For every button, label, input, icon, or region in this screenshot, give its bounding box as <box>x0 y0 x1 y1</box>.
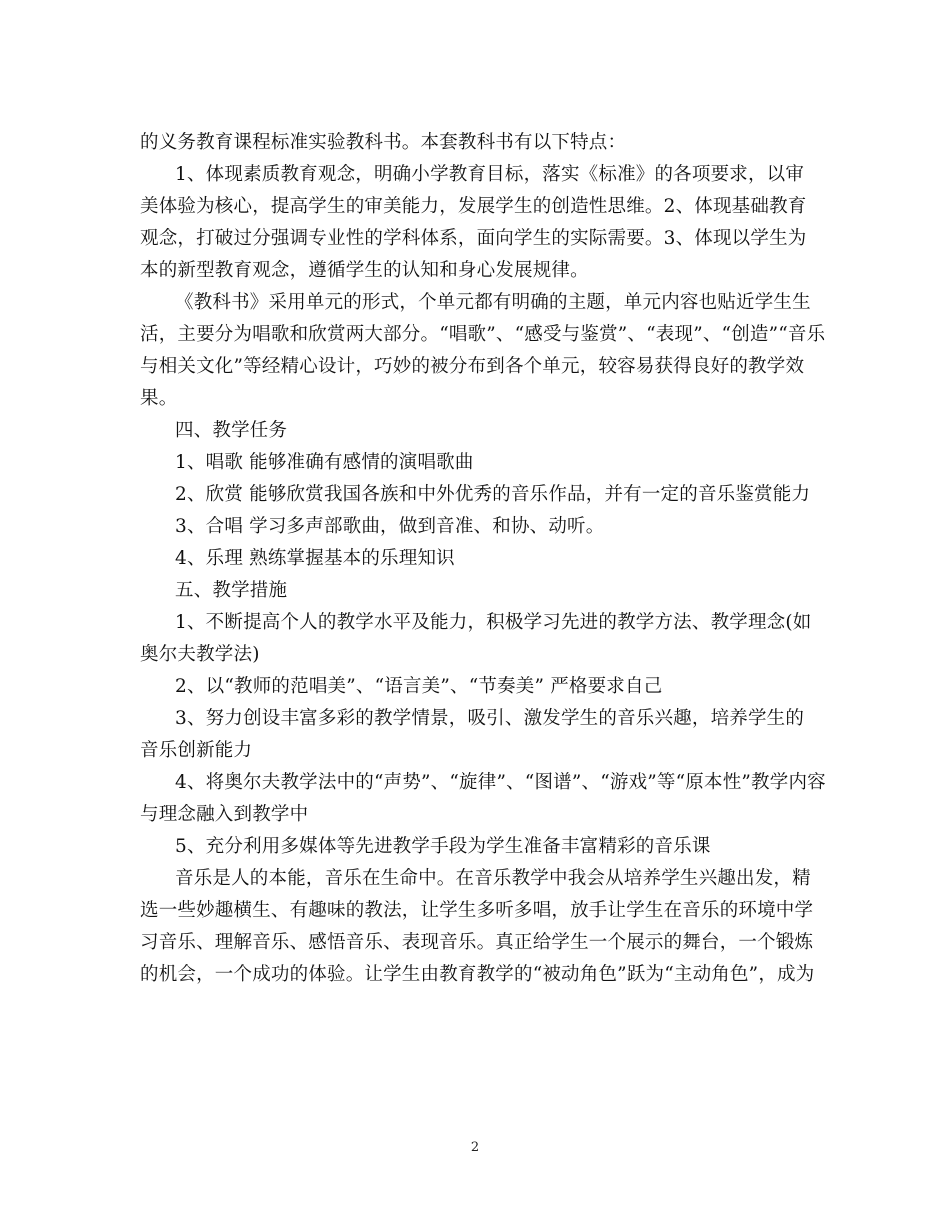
text-line: 1、唱歌 能够准确有感情的演唱歌曲 <box>175 452 474 473</box>
text-line: 的义务教育课程标准实验教科书。本套教科书有以下特点： <box>140 132 627 153</box>
text-line: 的机会，一个成功的体验。让学生由教育教学的“被动角色”跃为“主动角色”，成为 <box>140 964 815 985</box>
text-line: 2、以“教师的范唱美”、“语言美”、“节奏美” 严格要求自己 <box>175 676 663 697</box>
text-line: 音乐创新能力 <box>140 740 253 761</box>
text-line: 果。 <box>140 388 178 409</box>
text-line: 1、不断提高个人的教学水平及能力，积极学习先进的教学方法、教学理念(如 <box>175 612 812 633</box>
text-line: 4、将奥尔夫教学法中的“声势”、“旋律”、“图谱”、“游戏”等“原本性”教学内容 <box>175 772 826 793</box>
text-line: 奥尔夫教学法) <box>140 644 260 665</box>
text-line: 本的新型教育观念，遵循学生的认知和身心发展规律。 <box>140 260 589 281</box>
text-line: 2、欣赏 能够欣赏我国各族和中外优秀的音乐作品，并有一定的音乐鉴赏能力 <box>175 484 811 505</box>
text-line: 活，主要分为唱歌和欣赏两大部分。“唱歌”、“感受与鉴赏”、“表现”、“创造”“音乐 <box>140 324 826 345</box>
text-line: 5、充分利用多媒体等先进教学手段为学生准备丰富精彩的音乐课 <box>175 836 711 857</box>
text-line: 4、乐理 熟练掌握基本的乐理知识 <box>175 548 455 569</box>
text-line: 1、体现素质教育观念，明确小学教育目标，落实《标准》的各项要求，以审 <box>175 164 805 185</box>
document-body <box>140 127 826 991</box>
text-line: 3、合唱 学习多声部歌曲，做到音准、和协、动听。 <box>175 516 605 537</box>
text-line: 《教科书》采用单元的形式，个单元都有明确的主题，单元内容也贴近学生生 <box>175 292 811 313</box>
text-line: 观念，打破过分强调专业性的学科体系，面向学生的实际需要。3、体现以学生为 <box>140 228 807 249</box>
text-line: 与理念融入到教学中 <box>140 804 309 825</box>
text-line: 音乐是人的本能，音乐在生命中。在音乐教学中我会从培养学生兴趣出发，精 <box>175 868 811 889</box>
text-line: 五、教学措施 <box>175 580 288 601</box>
text-line: 美体验为核心，提高学生的审美能力，发展学生的创造性思维。2、体现基础教育 <box>140 196 807 217</box>
text-line: 四、教学任务 <box>175 420 288 441</box>
text-line: 与相关文化”等经精心设计，巧妙的被分布到各个单元，较容易获得良好的教学效 <box>140 356 805 377</box>
text-line: 3、努力创设丰富多彩的教学情景，吸引、激发学生的音乐兴趣，培养学生的 <box>175 708 805 729</box>
text-line: 选一些妙趣横生、有趣味的教法，让学生多听多唱，放手让学生在音乐的环境中学 <box>140 900 814 921</box>
page-number: 2 <box>470 1140 480 1155</box>
text-line: 习音乐、理解音乐、感悟音乐、表现音乐。真正给学生一个展示的舞台，一个锻炼 <box>140 932 814 953</box>
